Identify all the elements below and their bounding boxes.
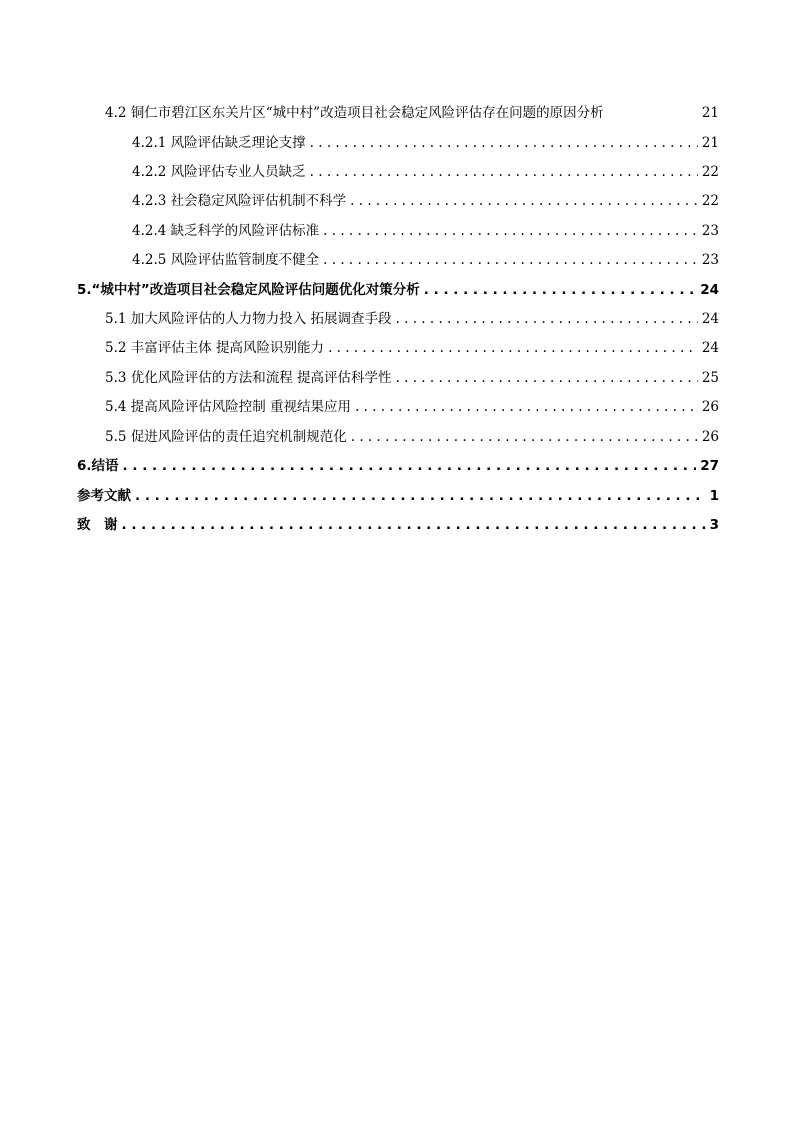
toc-entry-label: 5.3 优化风险评估的方法和流程 提高评估科学性 [105,370,392,386]
toc-entry-label: 5.2 丰富评估主体 提高风险识别能力 [105,340,325,356]
toc-leader [135,485,706,507]
toc-leader [310,132,698,154]
toc-entry-label: 致 谢 [77,517,118,533]
toc-entry-5-4[interactable] [105,396,719,418]
toc-entry-page: 26 [701,429,719,445]
toc-entry-label: 5.5 促进风险评估的责任追究机制规范化 [105,429,347,445]
toc-leader [350,190,698,212]
toc-entry-page: 21 [701,105,719,121]
toc-entry-page: 27 [700,458,719,474]
toc-entry-references[interactable] [77,485,719,507]
toc-entry-label: 5.“城中村”改造项目社会稳定风险评估问题优化对策分析 [77,282,420,298]
toc-entry-5-3[interactable] [105,367,719,389]
toc-entry-label: 6.结语 [77,458,119,474]
toc-entry-page: 21 [701,135,719,151]
toc-leader [123,455,697,477]
toc-entry-chapter-5[interactable] [77,279,719,301]
toc-entry-label: 5.1 加大风险评估的人力物力投入 拓展调查手段 [105,311,392,327]
toc-entry-page: 23 [701,252,719,268]
toc-entry-page: 22 [701,164,719,180]
toc-entry-label: 5.4 提高风险评估风险控制 重视结果应用 [105,399,352,415]
toc-entry-5-5[interactable] [105,426,719,448]
toc-leader [310,161,698,183]
toc-entry-4-2-3[interactable] [132,190,719,212]
toc-leader [323,249,698,271]
toc-entry-label: 参考文献 [77,488,131,504]
toc-entry-4-2-1[interactable] [132,132,719,154]
toc-leader [122,514,706,536]
toc-entry-4-2[interactable] [105,102,719,124]
toc-leader [351,426,698,448]
toc-entry-4-2-2[interactable] [132,161,719,183]
toc-entry-page: 24 [701,340,719,356]
toc-leader [424,279,696,301]
toc-leader [328,337,698,359]
toc-entry-label: 4.2.2 风险评估专业人员缺乏 [132,164,306,180]
toc-leader [323,220,698,242]
toc-entry-label: 4.2.5 风险评估监管制度不健全 [132,252,320,268]
toc-entry-page: 25 [701,370,719,386]
toc-entry-5-2[interactable] [105,337,719,359]
toc-entry-page: 22 [701,193,719,209]
toc-entry-page: 1 [709,488,719,504]
toc-entry-label: 4.2.4 缺乏科学的风险评估标准 [132,223,320,239]
toc-entry-4-2-4[interactable] [132,220,719,242]
toc-entry-label: 4.2 铜仁市碧江区东关片区“城中村”改造项目社会稳定风险评估存在问题的原因分析 [105,105,604,121]
toc-entry-label: 4.2.3 社会稳定风险评估机制不科学 [132,193,347,209]
toc-leader [355,396,698,418]
toc-entry-chapter-6[interactable] [77,455,719,477]
toc-entry-5-1[interactable] [105,308,719,330]
toc-entry-page: 24 [700,282,719,298]
toc-entry-page: 23 [701,223,719,239]
toc-entry-page: 3 [709,517,719,533]
toc-leader [396,367,698,389]
toc-entry-4-2-5[interactable] [132,249,719,271]
toc-entry-acknowledgements[interactable] [77,514,719,536]
toc-entry-label: 4.2.1 风险评估缺乏理论支撑 [132,135,306,151]
toc-leader [396,308,698,330]
toc-entry-page: 26 [701,399,719,415]
toc-entry-page: 24 [701,311,719,327]
